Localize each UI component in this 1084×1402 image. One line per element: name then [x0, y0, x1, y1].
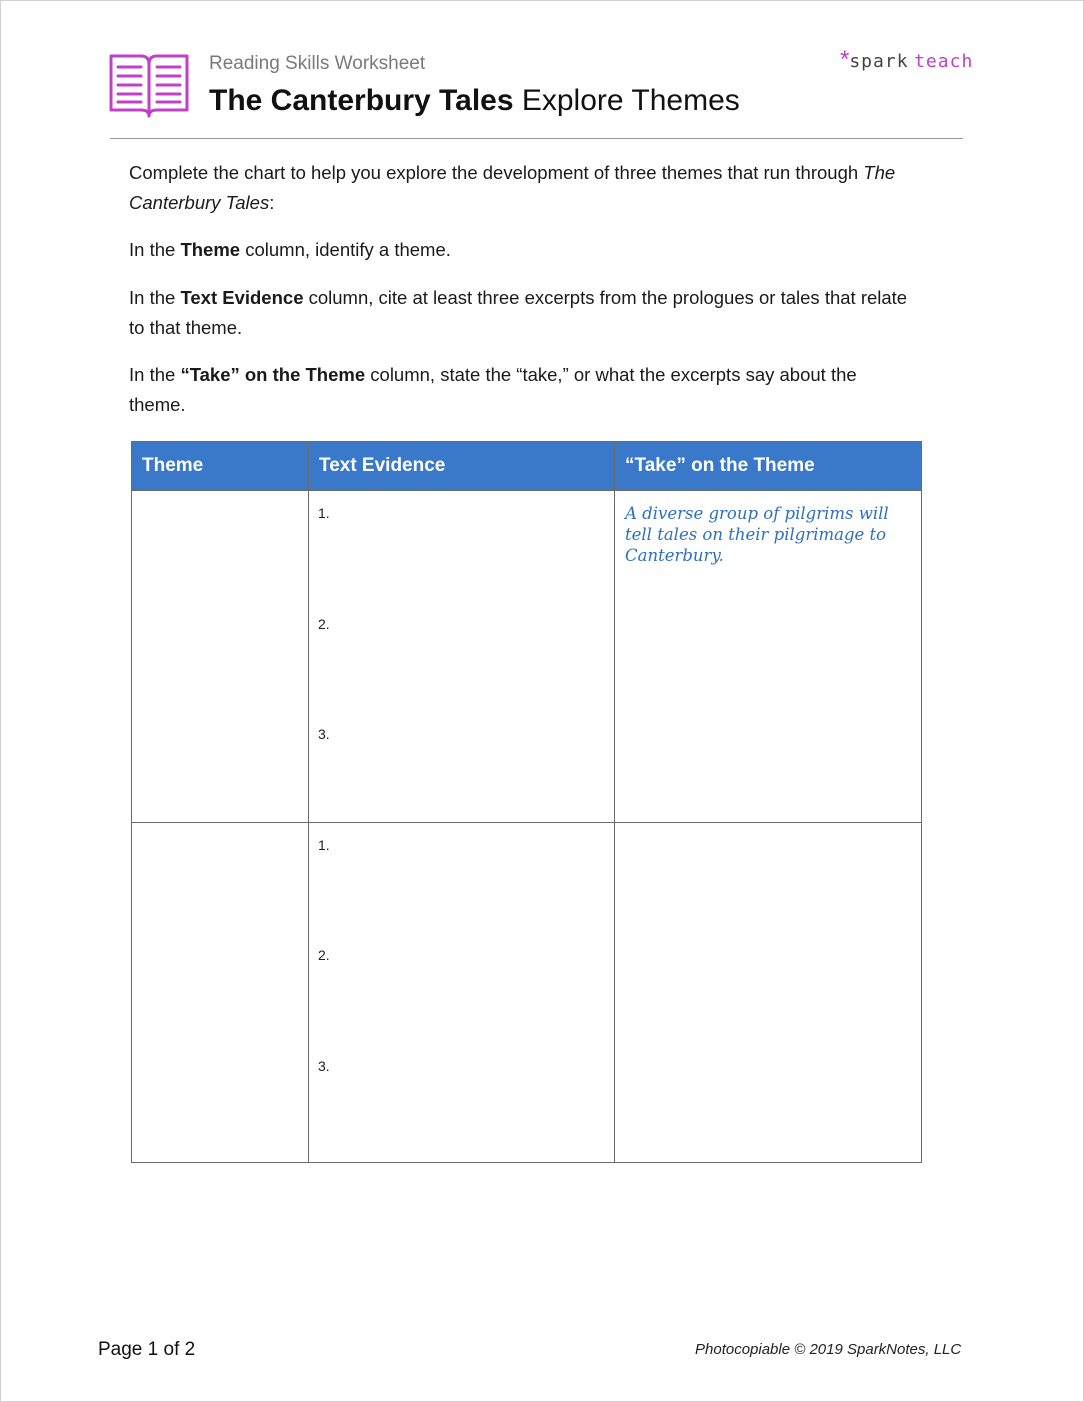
evidence-cell[interactable] — [309, 491, 615, 823]
brand-teach: teach — [914, 51, 974, 72]
instruction-text: column, identify a theme. — [240, 239, 451, 260]
table-row — [132, 491, 922, 823]
evidence-number: 3. — [318, 1058, 330, 1074]
page-title — [209, 84, 740, 118]
themes-chart — [131, 441, 922, 1163]
instruction-bold: “Take” on the Theme — [180, 364, 366, 385]
instruction-text: In the — [129, 287, 181, 308]
column-header-take: “Take” on the Theme — [615, 442, 922, 491]
table-header-row — [132, 442, 922, 491]
instruction-paragraph-4 — [129, 360, 909, 420]
instruction-paragraph-1 — [129, 158, 909, 218]
instruction-paragraph-3 — [129, 283, 909, 343]
evidence-number: 3. — [318, 726, 330, 742]
column-header-text-evidence: Text Evidence — [309, 442, 615, 491]
evidence-cell[interactable] — [309, 823, 615, 1163]
take-cell[interactable] — [615, 491, 922, 823]
evidence-number: 2. — [318, 947, 330, 963]
instruction-text: Complete the chart to help you explore the development of three themes that run through — [129, 162, 864, 183]
instruction-paragraph-2 — [129, 235, 909, 265]
book-icon — [108, 50, 190, 120]
column-header-theme: Theme — [132, 442, 309, 491]
instruction-bold: Theme — [180, 239, 241, 260]
instruction-text: column, state the “take,” or what the excerpts say about the theme. — [129, 364, 857, 415]
brand-spark: spark — [849, 51, 909, 72]
instruction-text: In the — [129, 364, 181, 385]
take-answer: A diverse group of pilgrims will tell tales on their pilgrimage to Canterbury. — [625, 504, 889, 565]
header-divider — [110, 138, 963, 139]
copyright-notice: Photocopiable © 2019 SparkNotes, LLC — [695, 1341, 962, 1358]
theme-cell[interactable] — [132, 823, 309, 1163]
book-title-italic: The Canterbury Tales — [129, 162, 896, 213]
evidence-number: 1. — [318, 837, 330, 853]
take-cell[interactable] — [615, 823, 922, 1163]
take-answer — [615, 823, 921, 835]
worksheet-subtitle: Reading Skills Worksheet — [209, 53, 426, 74]
table-row — [132, 823, 922, 1163]
theme-cell[interactable] — [132, 491, 309, 823]
instruction-text: column, cite at least three excerpts from the prologues or tales that relate to that theme. — [129, 287, 908, 338]
instruction-text: : — [269, 192, 275, 213]
title-bold: The Canterbury Tales — [209, 84, 514, 117]
evidence-number: 1. — [318, 505, 330, 521]
instruction-bold: Text Evidence — [180, 287, 304, 308]
sparkteach-logo — [840, 46, 974, 78]
instruction-text: In the — [129, 239, 181, 260]
brand-asterisk: * — [840, 46, 850, 73]
page-number: Page 1 of 2 — [98, 1339, 196, 1360]
title-rest: Explore Themes — [513, 84, 740, 117]
evidence-number: 2. — [318, 616, 330, 632]
